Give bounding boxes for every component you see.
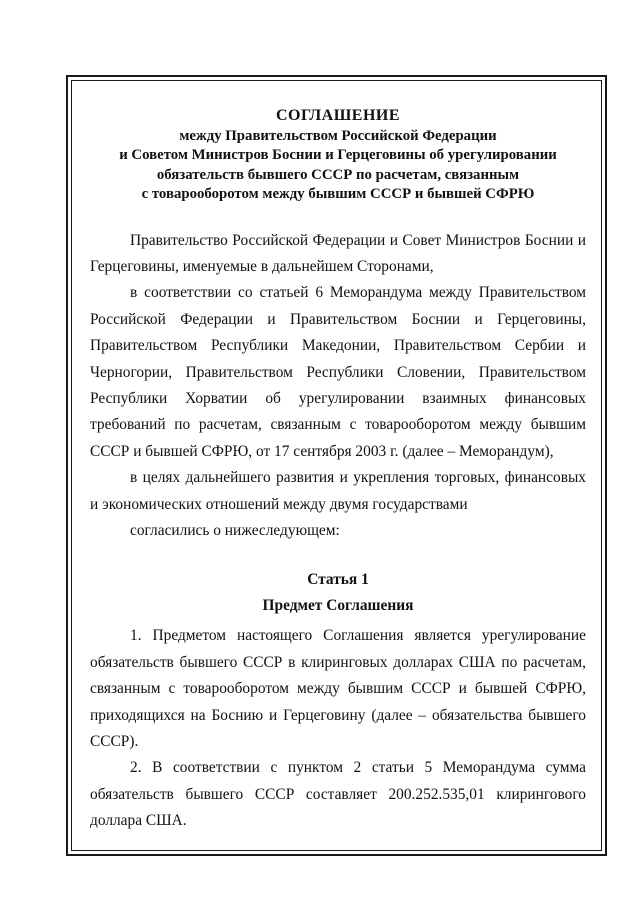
document-subtitle-line: и Советом Министров Боснии и Герцеговины об урегулировании	[119, 147, 557, 163]
article-heading	[90, 567, 586, 619]
article-paragraph-2: 2. В соответствии с пунктом 2 статьи 5 Меморандума сумма обязательств бывшего СССР составляет 200.252.535,01 клирингового доллара США.	[90, 759, 586, 830]
document-title: СОГЛАШЕНИЕ	[275, 107, 401, 124]
document-content	[90, 106, 586, 835]
preamble-parties: Правительство Российской Федерации и Совет Министров Боснии и Герцеговины, именуемые в дальнейшем Сторонами,	[90, 231, 586, 275]
document-subtitle-line: с товарооборотом между бывшим СССР и бывшей СФРЮ	[141, 186, 535, 202]
article-body	[90, 623, 586, 834]
article-paragraph-1: 1. Предметом настоящего Соглашения является урегулирование обязательств бывшего СССР в клиринговых долларах США по расчетам, связанным с товарооборотом между бывшим СССР и бывшей СФРЮ, приходящихся на Боснию и Герцеговину (далее – обязательства бывшего СССР).	[90, 627, 586, 750]
preamble-memorandum: в соответствии со статьей 6 Меморандума между Правительством Российской Федерации и Правительством Боснии и Герцеговины, Правительством Республики Македонии, Правительством Сербии и Черногории, Правительством Республики Словении, Правительством Республики Хорватии об урегулировании взаимных финансовых требований по расчетам, связанным с товарооборотом между бывшим СССР и бывшей СФРЮ, от 17 сентября 2003 г. (далее – Меморандум),	[90, 284, 586, 460]
document-subtitle-line: между Правительством Российской Федерации	[179, 127, 497, 144]
article-title: Предмет Соглашения	[262, 597, 414, 615]
preamble-agreed: согласились о нижеследующем:	[130, 521, 340, 539]
preamble	[90, 228, 586, 545]
document-subtitle-line: обязательств бывшего СССР по расчетам, связанным	[156, 166, 520, 183]
document-title-block	[90, 106, 586, 205]
preamble-purpose: в целях дальнейшего развития и укрепления торговых, финансовых и экономических отношений между двумя государствами	[90, 469, 586, 513]
article-number: Статья 1	[307, 571, 369, 589]
